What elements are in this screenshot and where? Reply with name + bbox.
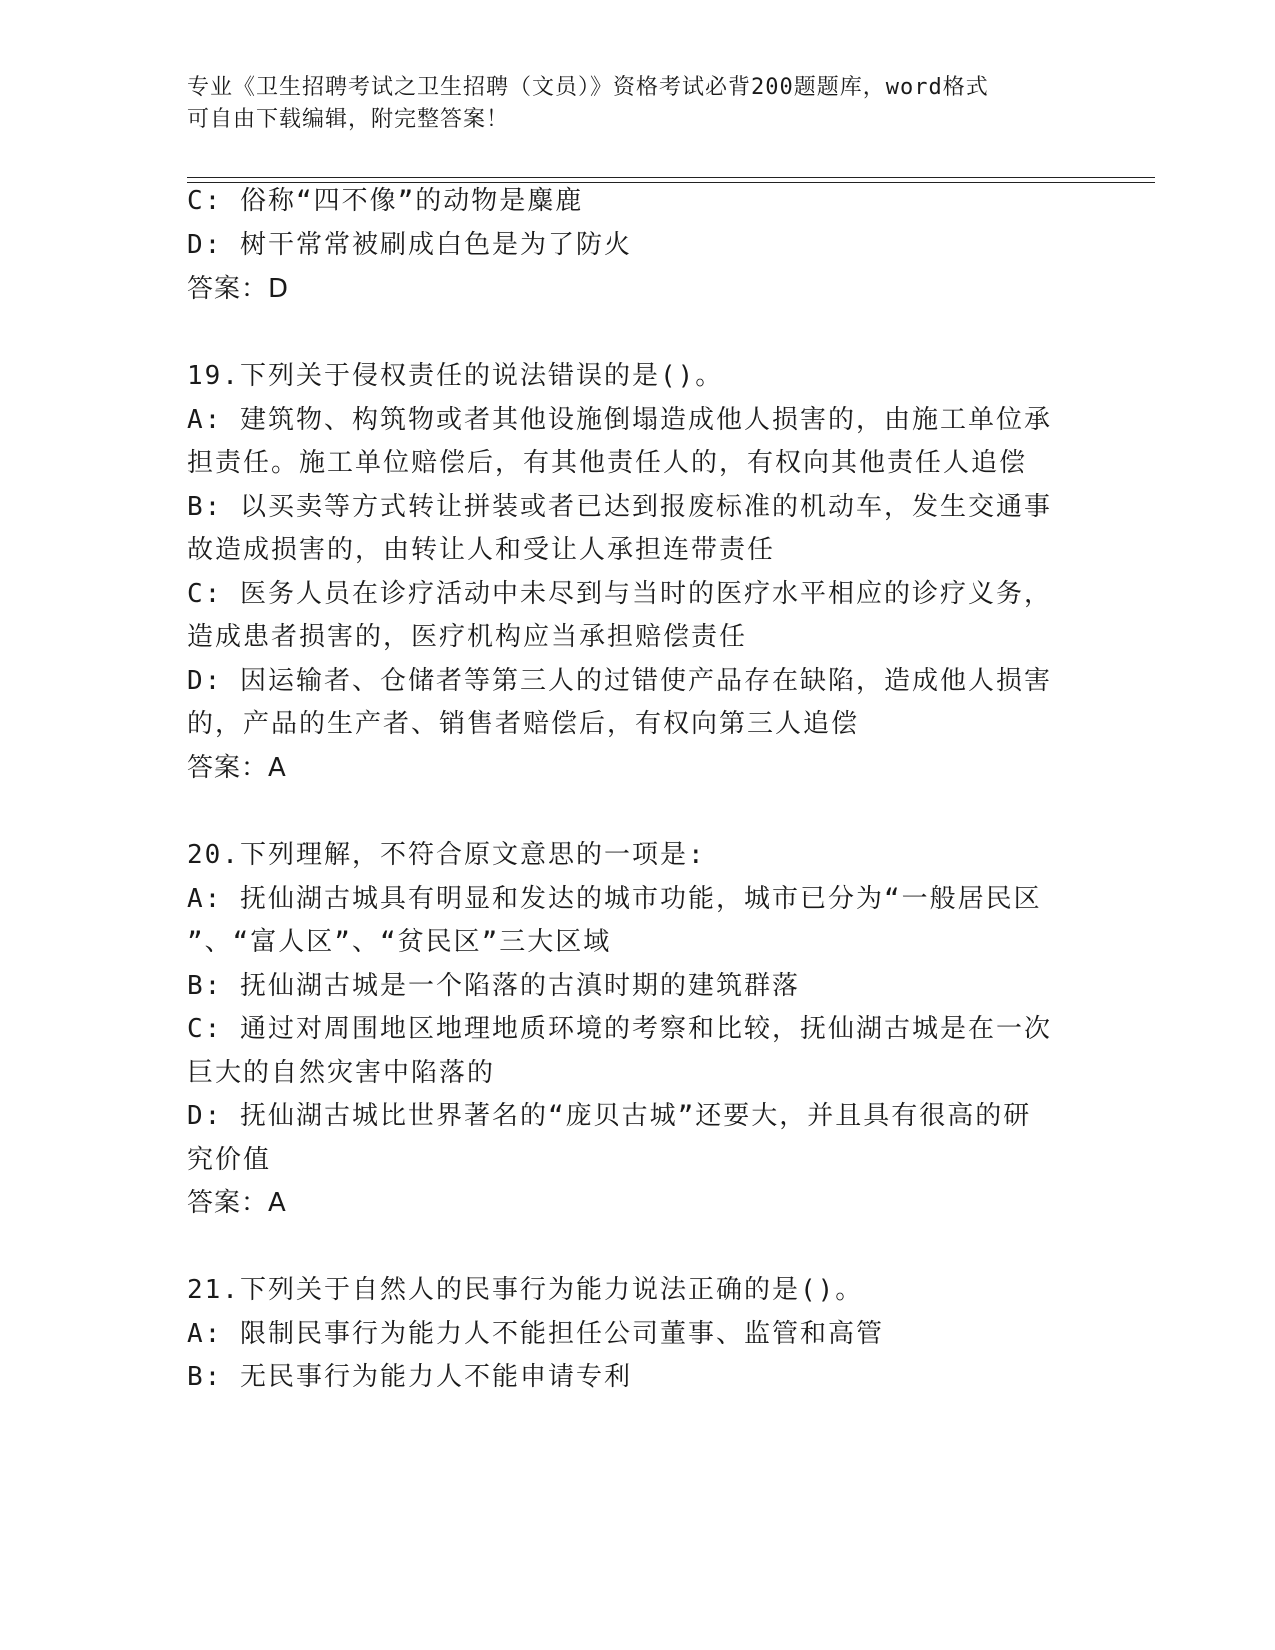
- option-b-q21: B: 无民事行为能力人不能申请专利: [187, 1362, 632, 1392]
- option-a-q19: A: 建筑物、构筑物或者其他设施倒塌造成他人损害的，由施工单位承: [187, 405, 1052, 435]
- option-d-q19-cont: 的，产品的生产者、销售者赔偿后，有权向第三人追偿: [187, 709, 860, 739]
- option-b-q19: B: 以买卖等方式转让拼装或者已达到报废标准的机动车，发生交通事: [187, 492, 1052, 522]
- option-c-q20: C: 通过对周围地区地理地质环境的考察和比较，抚仙湖古城是在一次: [187, 1014, 1052, 1044]
- header-line-2: 可自由下载编辑，附完整答案！: [187, 107, 510, 132]
- answer-q19: 答案：A: [187, 753, 287, 783]
- answer-q18: 答案：D: [187, 274, 290, 304]
- option-c-q19: C: 医务人员在诊疗活动中未尽到与当时的医疗水平相应的诊疗义务，: [187, 579, 1052, 609]
- option-b-q19-cont: 故造成损害的，由转让人和受让人承担连带责任: [187, 535, 776, 565]
- option-a-q19-cont: 担责任。施工单位赔偿后，有其他责任人的，有权向其他责任人追偿: [187, 448, 1028, 478]
- option-a-q20: A: 抚仙湖古城具有明显和发达的城市功能，城市已分为“一般居民区: [187, 884, 1042, 914]
- option-d-q20: D: 抚仙湖古城比世界著名的“庞贝古城”还要大，并且具有很高的研: [187, 1101, 1032, 1131]
- question-19-stem: 19.下列关于侵权责任的说法错误的是()。: [187, 361, 724, 391]
- option-a-q20-cont: ”、“富人区”、“贫民区”三大区域: [187, 927, 612, 957]
- option-d-q19: D: 因运输者、仓储者等第三人的过错使产品存在缺陷，造成他人损害: [187, 666, 1052, 696]
- question-20-stem: 20.下列理解，不符合原文意思的一项是:: [187, 840, 706, 870]
- header-rule-top: [187, 177, 1155, 178]
- option-b-q20: B: 抚仙湖古城是一个陷落的古滇时期的建筑群落: [187, 971, 800, 1001]
- header-line-1: 专业《卫生招聘考试之卫生招聘（文员）》资格考试必背200题题库，word格式: [187, 75, 989, 100]
- option-c-q20-cont: 巨大的自然灾害中陷落的: [187, 1058, 496, 1088]
- option-a-q21: A: 限制民事行为能力人不能担任公司董事、监管和高管: [187, 1319, 884, 1349]
- option-d-q18: D: 树干常常被刷成白色是为了防火: [187, 230, 632, 260]
- question-21-stem: 21.下列关于自然人的民事行为能力说法正确的是()。: [187, 1275, 864, 1305]
- option-c-q18: C: 俗称“四不像”的动物是麋鹿: [187, 186, 584, 216]
- answer-q20: 答案：A: [187, 1188, 287, 1218]
- option-c-q19-cont: 造成患者损害的，医疗机构应当承担赔偿责任: [187, 622, 748, 652]
- document-header: [187, 72, 1087, 136]
- option-d-q20-cont: 究价值: [187, 1145, 272, 1175]
